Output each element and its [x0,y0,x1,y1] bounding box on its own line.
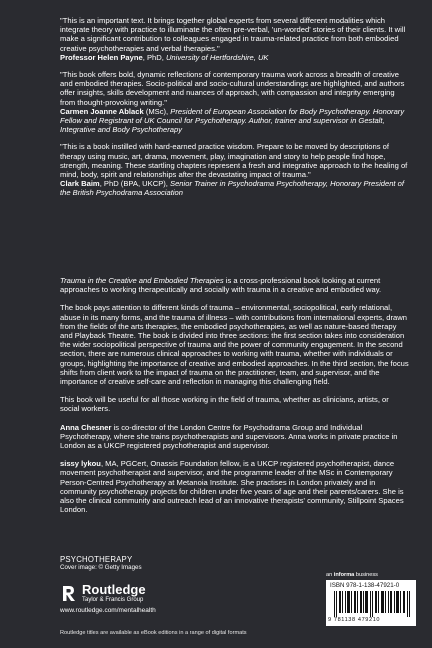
quote-2-affiliation: President of European Association for Body Psychotherapy. Honorary Fellow and Registrant of UK Council for Psychotherapy. Author, trainer and supervisor in Gestalt, Integrative and Body Psychotherapy [60,106,405,135]
bio-2-text: , MA, PGCert, Onassis Foundation fellow, is a UKCP registered psychotherapist, dance movement psychotherapist and supervisor, and the programme leader of the MSc in Contemporary Person-Centred Psychotherapy at Metanoia Institute. She practises in London privately and in community psychotherapy projects for children under five years of age and their parents/carers. She is also the clinical community and outreach lead of an innovative therapists' community, Stillpoint Spaces London. [60,459,404,515]
quote-2 [60,70,410,134]
quote-1-name: Professor Helen Payne [60,52,143,62]
ebook-note: Routledge titles are available as eBook editions in a range of digital formats [60,630,247,636]
quote-1-attribution [60,53,410,62]
quote-3-credentials: , PhD (BPA, UKCP), [99,179,171,189]
quote-1-text: "This is an important text. It brings together global experts from several different modalities which integrate theory with practice to illuminate the often pre-verbal, 'un-worded' stories of their clients. It will make a significant contribution to colleagues engaged in trauma-related practice from both embodied creative psychotherapies and verbal therapies." [60,16,406,53]
publisher-url[interactable]: www.routledge.com/mentalhealth [60,607,156,614]
description-section [60,276,410,523]
quote-1-credentials: , PhD, [142,52,166,62]
quotes-section [60,16,410,206]
routledge-mark-icon [60,583,78,603]
quote-3-text: "This is a book instilled with hard-earned practice wisdom. Prepare to be moved by descriptions of therapy using music, art, drama, movement, play, imagination and story to help people find hope, strength, meaning. These startling chapters represent a fresh and integrative approach to the healing of mind, body, spirit and relationships after the devastating impact of trauma." [60,142,408,180]
quote-2-attribution [60,107,410,135]
quote-3-attribution [60,179,410,197]
cover-image-credit: Cover image: © Getty Images [60,564,142,571]
informa-suffix: business [354,572,378,578]
subject-category: PSYCHOTHERAPY [60,555,133,564]
barcode-number: 9 781138 479210 [328,617,381,623]
bio-2-name: sissy lykou [60,459,101,469]
quote-2-text: "This book offers bold, dynamic reflections of contemporary trauma work across a breadth of creative and embodied therapies. Socio-political and socio-cultural understandings are highlighted, and authors offer insights, skills development and nuances of approach, with compassion and integrity emerging from thought-provoking writing." [60,70,405,107]
quote-1 [60,16,410,62]
quote-2-credentials: (MSc), [143,106,171,116]
isbn-barcode [326,580,416,626]
quote-2-name: Carmen Joanne Ablack [60,106,144,116]
intro-paragraph [60,276,410,294]
quote-3-name: Clark Baim [60,179,100,189]
book-title: Trauma in the Creative and Embodied Therapies [60,276,224,285]
bio-1-name: Anna Chesner [60,422,112,432]
bio-anna-chesner [60,423,410,451]
quote-3-affiliation: Senior Trainer in Psychodrama Psychotherapy, Honorary President of the British Psychodrama Association [60,179,404,198]
body-paragraph-1: The book pays attention to different kinds of trauma – environmental, sociopolitical, early relational, abuse in its many forms, and the trauma of illness – with contributions from international experts, drawn from the fields of the arts therapies, the embodied psychotherapies, as well as nature-based therapy and Playback Theatre. The book is divided into three sections: the first section takes into consideration the wider sociopolitical perspective of trauma and the power of community engagement. In the second section, there are numerous clinical approaches to working with trauma, whether with individuals or groups, highlighting the importance of creative and embodied approaches. In the third section, the focus shifts from client work to the impact of trauma on the practitioner, team, and supervisor, and the importance of creative self-care and reflection in managing this challenging field. [60,303,409,387]
informa-brand: informa [333,572,355,578]
body-paragraph-2: This book will be useful for all those working in the field of trauma, whether as clinicians, artists, or social workers. [60,395,389,414]
category-block [60,555,410,572]
publisher-name: Routledge [82,582,146,597]
quote-3 [60,142,410,197]
barcode-icon [334,591,410,617]
quote-1-affiliation: University of Hertfordshire, UK [165,52,269,62]
bio-1-text: is co-director of the London Centre for Psychodrama Group and Individual Psychotherapy, where she trains psychotherapists and supervisors. Anna works in private practice in London as a UKCP registered psychotherapist and supervisor. [60,422,398,451]
informa-tagline [326,572,378,578]
routledge-logo [60,581,220,605]
publisher-group: Taylor & Francis Group [82,597,144,603]
bio-sissy-lykou [60,459,410,514]
informa-prefix: an [326,572,334,578]
isbn-number: ISBN 978-1-138-47921-0 [330,582,400,589]
intro-text: is a cross-professional book looking at current approaches to working therapeutically and socially with trauma in a creative and embodied way. [60,276,382,295]
